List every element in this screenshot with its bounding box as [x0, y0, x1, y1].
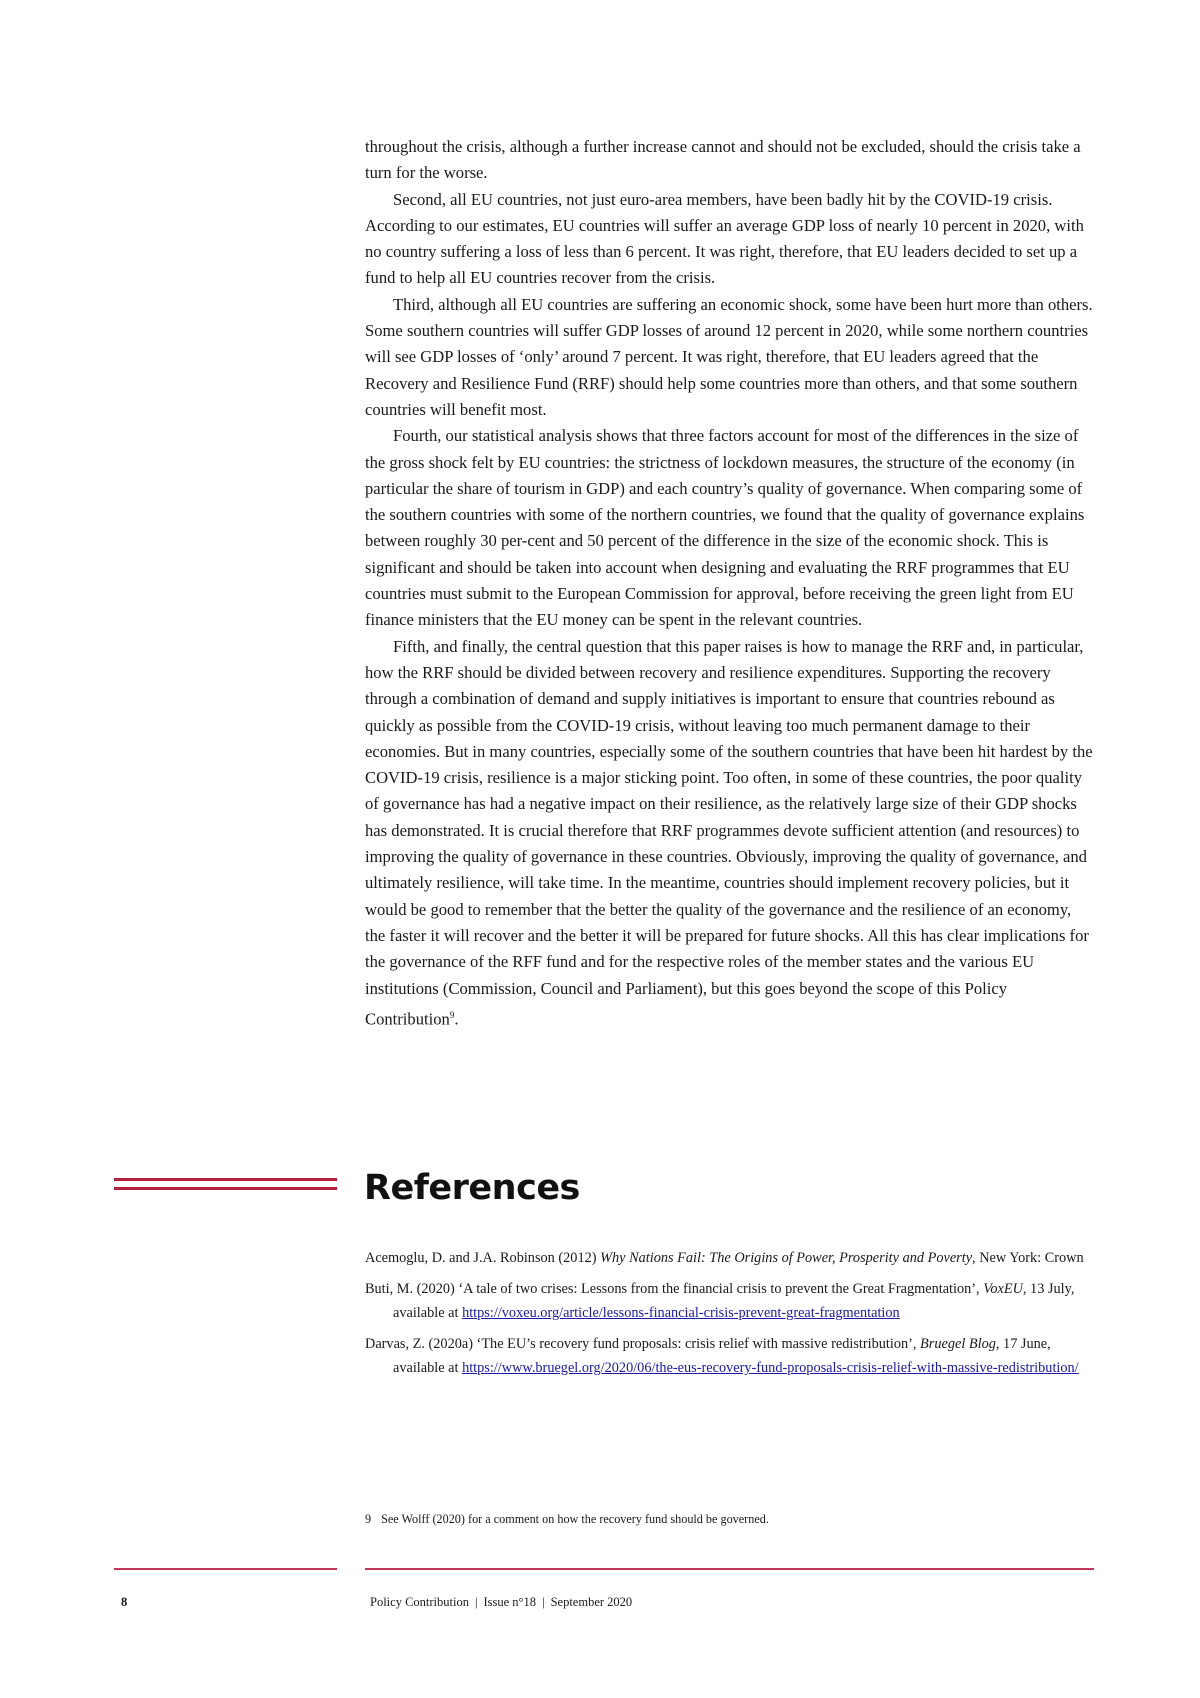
footer-publication-info: [370, 1595, 632, 1610]
reference-title: VoxEU: [983, 1281, 1023, 1297]
reference-item: [365, 1246, 1095, 1270]
paragraph-3: Third, although all EU countries are suffering an economic shock, some have been hurt more than others. Some southern countries will suffer GDP losses of around 12 percent in 2020, while some northern countries will see GDP losses of ‘only’ around 7 percent. It was right, therefore, that EU leaders agreed that the Recovery and Resilience Fund (RRF) should help some countries more than others, and that some southern countries will benefit most.: [365, 294, 1093, 419]
paragraph-2: Second, all EU countries, not just euro-area members, have been badly hit by the COVID-19 crisis. According to our estimates, EU countries will suffer an average GDP loss of nearly 10 percent in 2020, with no country suffering a loss of less than 6 percent. It was right, therefore, that EU leaders decided to set up a fund to help all EU countries recover from the crisis.: [365, 189, 1084, 288]
footnote-text: See Wolff (2020) for a comment on how the recovery fund should be governed.: [381, 1512, 769, 1526]
reference-link[interactable]: https://voxeu.org/article/lessons-financial-crisis-prevent-great-fragmentation: [462, 1305, 900, 1321]
reference-title: Why Nations Fail: The Origins of Power, Prosperity and Poverty: [600, 1250, 973, 1266]
publication-name: Policy Contribution: [370, 1595, 469, 1609]
reference-authors: Buti, M. (2020) ‘A tale of two crises: Lessons from the financial crisis to prevent the Great Fragmentation’,: [365, 1281, 984, 1297]
paragraph-5-text: Fifth, and finally, the central question that this paper raises is how to manage the RRF and, in particular, how the RRF should be divided between recovery and resilience expenditures. Supporting the recovery through a combination of demand and supply initiatives is important to ensure that countries rebound as quickly as possible from the COVID-19 crisis, without leaving too much permanent damage to their economies. But in many countries, especially some of the southern countries that have been hit hardest by the COVID-19 crisis, resilience is a major sticking point. Too often, in some of these countries, the poor quality of governance has had a negative impact on their resilience, as the relatively large size of their GDP shocks has demonstrated. It is crucial therefore that RRF programmes devote sufficient attention (and resources) to improving the quality of governance in these countries. Obviously, improving the quality of governance, and ultimately resilience, will take time. In the meantime, countries should implement recovery policies, but it would be good to remember that the better the quality of the governance and the resilience of an economy, the faster it will recover and the better it will be prepared for future shocks. All this has clear implications for the governance of the RFF fund and for the respective roles of the member states and the various EU institutions (Commission, Council and Parliament), but this goes beyond the scope of this Policy Contribution: [365, 636, 1093, 1029]
footnote: [365, 1512, 769, 1527]
publication-date: September 2020: [550, 1595, 633, 1609]
references-heading: References: [364, 1168, 580, 1208]
reference-title: Bruegel Blog: [920, 1336, 996, 1352]
reference-details: , 17 June, available at: [393, 1336, 1051, 1376]
reference-item: [365, 1277, 1095, 1325]
reference-list: [365, 1246, 1095, 1387]
paragraph-5: [365, 634, 1093, 1033]
paragraph-5-end: .: [454, 1009, 459, 1029]
body-text: [365, 134, 1093, 1033]
footer-separator: |: [542, 1595, 545, 1609]
footnote-number: 9: [365, 1512, 372, 1526]
footer-rule-left: [114, 1568, 337, 1570]
footer-rule-right: [365, 1568, 1094, 1570]
reference-details: , 13 July, available at: [393, 1281, 1075, 1321]
page-number: 8: [121, 1595, 128, 1609]
paragraph-1: throughout the crisis, although a further increase cannot and should not be excluded, should the crisis take a turn for the worse.: [365, 137, 1081, 183]
reference-link[interactable]: https://www.bruegel.org/2020/06/the-eus-recovery-fund-proposals-crisis-relief-with-massive-redistribution/: [462, 1360, 1079, 1376]
footer-separator: |: [474, 1595, 478, 1609]
reference-publisher: , New York: Crown: [972, 1250, 1084, 1266]
references-rule-bottom: [114, 1187, 337, 1190]
issue-number: Issue n°18: [483, 1595, 537, 1609]
reference-item: [365, 1332, 1095, 1380]
reference-authors: Darvas, Z. (2020a) ‘The EU’s recovery fund proposals: crisis relief with massive redistribution’,: [365, 1336, 921, 1352]
references-rule-top: [114, 1178, 337, 1181]
reference-authors: Acemoglu, D. and J.A. Robinson (2012): [365, 1250, 601, 1266]
paragraph-4: Fourth, our statistical analysis shows that three factors account for most of the differences in the size of the gross shock felt by EU countries: the strictness of lockdown measures, the structure of the economy (in particular the share of tourism in GDP) and each country’s quality of governance. When comparing some of the southern countries with some of the northern countries, we found that the quality of governance explains between roughly 30 per-cent and 50 percent of the difference in the size of the economic shock. This is significant and should be taken into account when designing and evaluating the RRF programmes that EU countries must submit to the European Commission for approval, before receiving the green light from EU finance ministers that the EU money can be spent in the relevant countries.: [365, 426, 1085, 630]
footnote-marker: 9: [449, 1009, 455, 1020]
